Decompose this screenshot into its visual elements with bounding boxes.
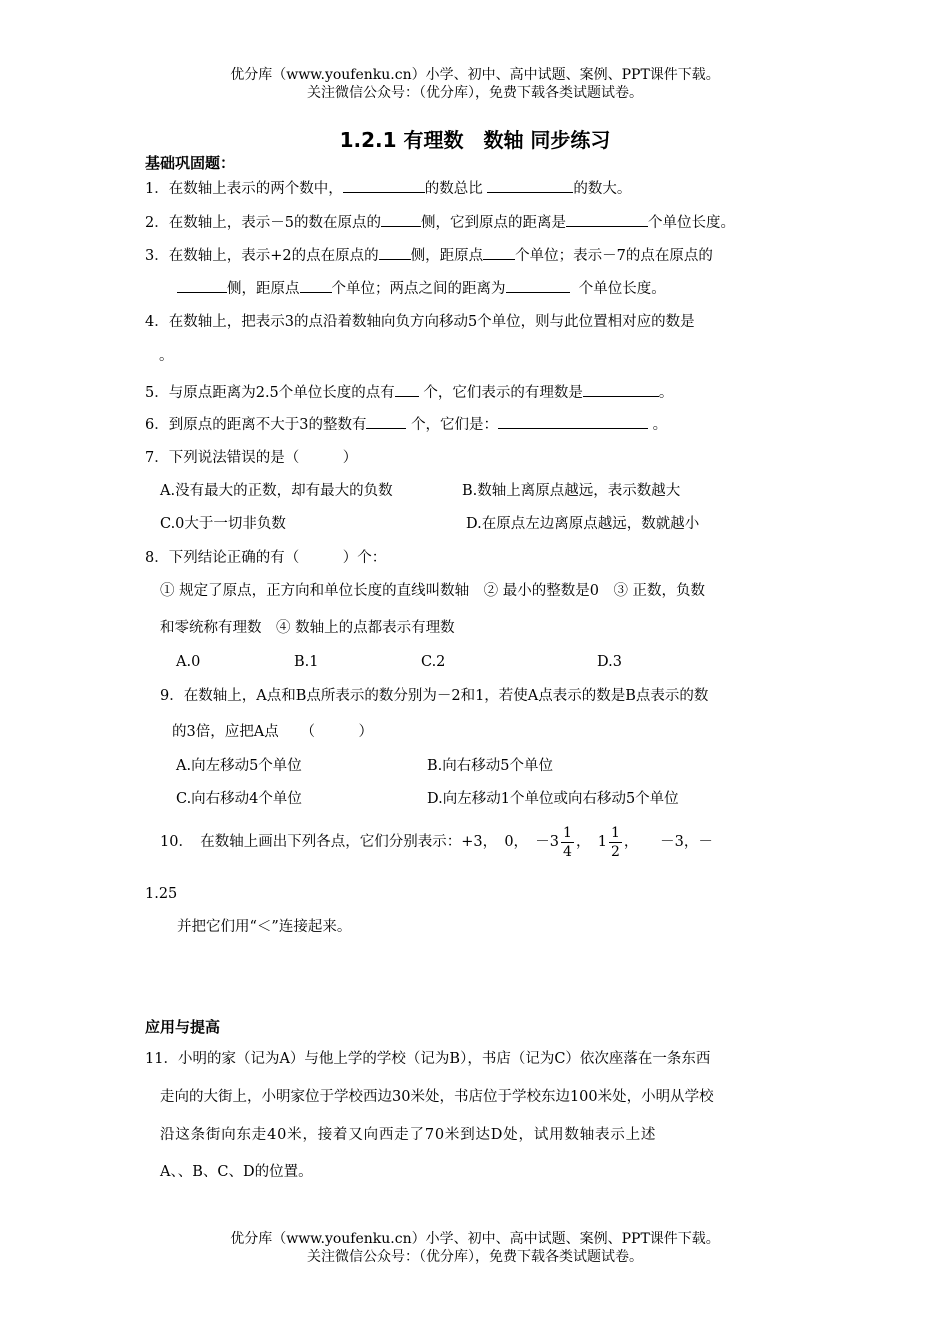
q9-option-d[interactable]: D.向左移动1个单位或向右移动5个单位: [427, 791, 679, 807]
section-heading-application: 应用与提高: [145, 1018, 221, 1036]
question-11-line-1: 11．小明的家（记为A）与他上学的学校（记为B），书店（记为C）依次座落在一条东西: [145, 1051, 711, 1067]
q3-blank-1[interactable]: [379, 245, 411, 260]
q5-blank-2[interactable]: [583, 382, 659, 397]
q2-text-a: 2．在数轴上，表示－5的数在原点的: [145, 215, 381, 231]
question-5: [145, 382, 673, 403]
q3-blank-4[interactable]: [300, 278, 332, 293]
question-4-line-1: 4．在数轴上，把表示3的点沿着数轴向负方向移动5个单位，则与此位置相对应的数是: [145, 314, 695, 330]
question-10-line-3: 并把它们用“＜”连接起来。: [177, 919, 352, 935]
fraction-1-denominator: 4: [563, 843, 572, 860]
question-6: [145, 414, 667, 435]
header-line-2: 关注微信公众号：（优分库），免费下载各类试题试卷。: [307, 85, 643, 101]
q8-option-b[interactable]: B.1: [294, 654, 319, 670]
q6-blank-1[interactable]: [366, 414, 406, 429]
q8-statements-line-2: 和零统称有理数 ④ 数轴上的点都表示有理数: [160, 620, 455, 636]
question-11-line-3: 沿这条街向东走40米，接着又向西走了70米到达D处，试用数轴表示上述: [160, 1127, 657, 1143]
q2-text-c: 个单位长度。: [647, 215, 735, 231]
fraction-one-quarter: [561, 824, 574, 861]
question-11-line-4: A、、B、C、D的位置。: [160, 1164, 313, 1180]
q3-blank-3[interactable]: [177, 278, 227, 293]
q5-text-a: 5．与原点距离为2.5个单位长度的点有: [145, 385, 395, 401]
fraction-2-denominator: 2: [610, 843, 620, 860]
q3-blank-5[interactable]: [506, 278, 570, 293]
q1-blank-2[interactable]: [487, 178, 573, 193]
question-11-line-2: 走向的大街上，小明家位于学校西边30米处，书店位于学校东边100米处，小明从学校: [160, 1089, 714, 1105]
q3-text-c: 个单位；表示－7的点在原点的: [515, 248, 713, 264]
q5-text-c: 。: [658, 385, 674, 401]
q9-option-c[interactable]: C.向右移动4个单位: [176, 791, 302, 807]
q9-option-a[interactable]: A.向左移动5个单位: [176, 758, 302, 774]
q2-blank-2[interactable]: [566, 212, 648, 227]
page-title: 1.2.1 有理数 数轴 同步练习: [339, 128, 611, 152]
q1-text-a: 1．在数轴上表示的两个数中，: [145, 181, 343, 197]
q10-text-b: ， 1: [575, 834, 607, 850]
question-4-line-2: 。: [159, 348, 174, 364]
footer-line-1: 优分库（www.youfenku.cn）小学、初中、高中试题、案例、PPT课件下载。: [230, 1231, 720, 1247]
q7-option-a[interactable]: A.没有最大的正数，却有最大的负数: [160, 483, 393, 499]
header-line-1: 优分库（www.youfenku.cn）小学、初中、高中试题、案例、PPT课件下载。: [230, 67, 720, 83]
q3-text-d: 侧，距原点: [227, 281, 300, 297]
q3-text-e: 个单位；两点之间的距离为: [331, 281, 506, 297]
question-9-line-1: 9．在数轴上，A点和B点所表示的数分别为－2和1，若使A点表示的数是B点表示的数: [160, 688, 709, 704]
q7-option-d[interactable]: D.在原点左边离原点越远，数就越小: [466, 516, 700, 532]
q6-blank-2[interactable]: [498, 414, 648, 429]
question-3-line-2: [177, 278, 666, 299]
fraction-2-numerator: 1: [610, 824, 620, 841]
q3-text-a: 3．在数轴上，表示+2的点在原点的: [145, 248, 379, 264]
q6-text-c: 。: [652, 417, 668, 433]
q1-text-c: 的数大。: [573, 181, 632, 197]
q8-option-d[interactable]: D.3: [597, 654, 622, 670]
fraction-1-numerator: 1: [563, 824, 572, 841]
q10-text-c: ， －3，－: [623, 834, 713, 850]
q2-text-b: 侧，它到原点的距离是: [420, 215, 566, 231]
q7-option-c[interactable]: C.0大于一切非负数: [160, 516, 286, 532]
question-10-line-2: 1.25: [145, 886, 178, 902]
q3-text-f: 个单位长度。: [578, 281, 666, 297]
q3-blank-2[interactable]: [483, 245, 515, 260]
q9-option-b[interactable]: B.向右移动5个单位: [427, 758, 553, 774]
q8-option-a[interactable]: A.0: [176, 654, 201, 670]
q5-blank-1[interactable]: [395, 382, 419, 397]
question-3-line-1: [145, 245, 713, 266]
fraction-one-half: [609, 824, 622, 861]
question-9-line-2: 的3倍，应把A点 （ ）: [172, 724, 373, 740]
q7-option-b[interactable]: B.数轴上离原点越远，表示数越大: [462, 483, 681, 499]
q8-option-c[interactable]: C.2: [421, 654, 446, 670]
q8-statements-line-1: ① 规定了原点，正方向和单位长度的直线叫数轴 ② 最小的整数是0 ③ 正数，负数: [160, 583, 706, 599]
question-10-line-1: [160, 822, 713, 862]
q2-blank-1[interactable]: [381, 212, 421, 227]
question-8-stem: 8．下列结论正确的有（ ）个：: [145, 550, 387, 566]
section-heading-basic: 基础巩固题：: [145, 154, 236, 172]
q10-text-a: 10． 在数轴上画出下列各点，它们分别表示：+3， 0， －3: [160, 834, 560, 850]
q1-blank-1[interactable]: [343, 178, 425, 193]
q6-text-a: 6．到原点的距离不大于3的整数有: [145, 417, 367, 433]
footer-line-2: 关注微信公众号：（优分库），免费下载各类试题试卷。: [307, 1249, 643, 1265]
q5-text-b: 个，它们表示的有理数是: [423, 385, 583, 401]
q3-text-b: 侧，距原点: [410, 248, 484, 264]
question-1: [145, 178, 631, 199]
question-2: [145, 212, 735, 233]
q1-text-b: 的数总比: [424, 181, 483, 197]
q6-text-b: 个，它们是：: [411, 417, 499, 433]
question-7-stem: 7．下列说法错误的是（ ）: [145, 450, 358, 466]
